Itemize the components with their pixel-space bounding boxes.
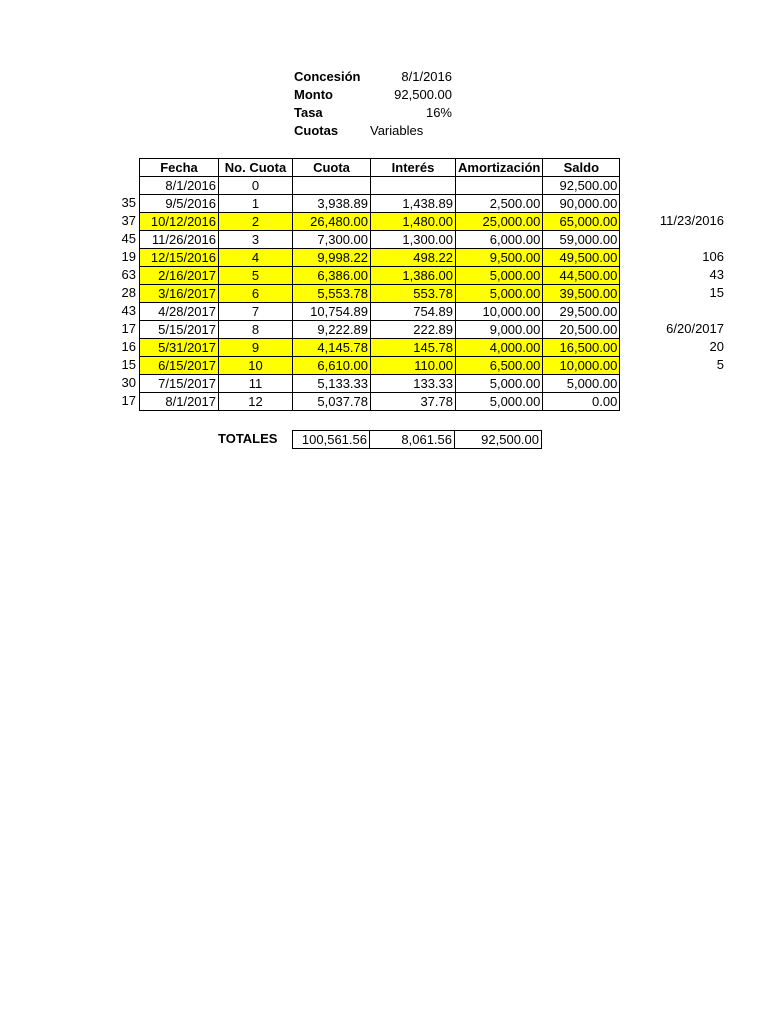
cell-cuota: 9,998.22: [293, 249, 371, 267]
col-header-saldo: Saldo: [543, 159, 620, 177]
cell-cuota: 6,386.00: [293, 267, 371, 285]
total-cuota: 100,561.56: [293, 431, 370, 449]
row-left-note: 63: [121, 267, 136, 282]
cell-no-cuota: 12: [219, 393, 293, 411]
cell-amortizacion: 5,000.00: [456, 267, 543, 285]
cell-fecha: 6/15/2017: [140, 357, 219, 375]
cell-amortizacion: 9,000.00: [456, 321, 543, 339]
cell-fecha: 2/16/2017: [140, 267, 219, 285]
tasa-value: 16%: [425, 105, 452, 120]
row-left-note: 45: [121, 231, 136, 246]
concesion-label: Concesión: [294, 69, 361, 84]
totals-table: [292, 430, 542, 449]
cell-fecha: 10/12/2016: [140, 213, 219, 231]
cell-saldo: 92,500.00: [543, 177, 620, 195]
cell-amortizacion: 6,000.00: [456, 231, 543, 249]
cell-interes: 222.89: [371, 321, 456, 339]
cell-saldo: 10,000.00: [543, 357, 620, 375]
row-left-note: 16: [121, 339, 136, 354]
table-row: [140, 321, 620, 339]
cell-fecha: 5/31/2017: [140, 339, 219, 357]
row-right-note: 11/23/2016: [659, 213, 724, 228]
cell-interes: [371, 177, 456, 195]
cell-fecha: 11/26/2016: [140, 231, 219, 249]
cuotas-value: Variables: [370, 123, 424, 138]
cell-amortizacion: [456, 177, 543, 195]
cell-fecha: 8/1/2016: [140, 177, 219, 195]
table-row: [140, 375, 620, 393]
table-row: [140, 267, 620, 285]
table-row: [140, 213, 620, 231]
col-header-cuota: Cuota: [293, 159, 371, 177]
table-row: [140, 393, 620, 411]
cell-amortizacion: 6,500.00: [456, 357, 543, 375]
cell-saldo: 65,000.00: [543, 213, 620, 231]
table-row: [140, 303, 620, 321]
cell-fecha: 5/15/2017: [140, 321, 219, 339]
cell-interes: 133.33: [371, 375, 456, 393]
row-right-note: 5: [716, 357, 724, 372]
cell-saldo: 59,000.00: [543, 231, 620, 249]
cell-cuota: 3,938.89: [293, 195, 371, 213]
table-header-row: [140, 159, 620, 177]
table-row: [140, 177, 620, 195]
row-left-note: 17: [121, 393, 136, 408]
cell-no-cuota: 2: [219, 213, 293, 231]
table-row: [140, 195, 620, 213]
row-left-note: 35: [121, 195, 136, 210]
row-left-note: 43: [121, 303, 136, 318]
row-right-note: 15: [709, 285, 724, 300]
cell-fecha: 12/15/2016: [140, 249, 219, 267]
tasa-label: Tasa: [294, 105, 323, 120]
cell-saldo: 49,500.00: [543, 249, 620, 267]
col-header-no-cuota: No. Cuota: [219, 159, 293, 177]
table-row: [140, 357, 620, 375]
cell-interes: 498.22: [371, 249, 456, 267]
cell-saldo: 29,500.00: [543, 303, 620, 321]
cell-cuota: 5,037.78: [293, 393, 371, 411]
cell-amortizacion: 5,000.00: [456, 375, 543, 393]
cell-cuota: 9,222.89: [293, 321, 371, 339]
cell-no-cuota: 9: [219, 339, 293, 357]
row-left-note: 19: [121, 249, 136, 264]
row-left-note: 17: [121, 321, 136, 336]
cell-interes: 1,300.00: [371, 231, 456, 249]
totals-label: TOTALES: [218, 431, 278, 446]
cell-saldo: 5,000.00: [543, 375, 620, 393]
cell-interes: 1,480.00: [371, 213, 456, 231]
table-row: [140, 339, 620, 357]
table-row: [140, 249, 620, 267]
cell-interes: 553.78: [371, 285, 456, 303]
cuotas-label: Cuotas: [294, 123, 339, 138]
cell-no-cuota: 1: [219, 195, 293, 213]
cell-cuota: 5,133.33: [293, 375, 371, 393]
cell-fecha: 8/1/2017: [140, 393, 219, 411]
col-header-amortizacion: Amortización: [456, 159, 543, 177]
cell-no-cuota: 10: [219, 357, 293, 375]
cell-fecha: 3/16/2017: [140, 285, 219, 303]
cell-saldo: 16,500.00: [543, 339, 620, 357]
cell-no-cuota: 8: [219, 321, 293, 339]
monto-label: Monto: [294, 87, 333, 102]
cell-amortizacion: 5,000.00: [456, 393, 543, 411]
col-header-interes: Interés: [371, 159, 456, 177]
cell-no-cuota: 11: [219, 375, 293, 393]
total-interes: 8,061.56: [370, 431, 455, 449]
cell-interes: 1,386.00: [371, 267, 456, 285]
cell-amortizacion: 9,500.00: [456, 249, 543, 267]
cell-amortizacion: 5,000.00: [456, 285, 543, 303]
cell-no-cuota: 4: [219, 249, 293, 267]
row-right-note: 20: [709, 339, 724, 354]
cell-no-cuota: 6: [219, 285, 293, 303]
row-right-note: 6/20/2017: [666, 321, 724, 336]
cell-fecha: 9/5/2016: [140, 195, 219, 213]
cell-amortizacion: 2,500.00: [456, 195, 543, 213]
cell-interes: 1,438.89: [371, 195, 456, 213]
cell-amortizacion: 10,000.00: [456, 303, 543, 321]
row-left-note: 37: [121, 213, 136, 228]
amortization-table: [139, 158, 620, 411]
cell-no-cuota: 5: [219, 267, 293, 285]
row-right-note: 106: [702, 249, 724, 264]
cell-saldo: 0.00: [543, 393, 620, 411]
cell-cuota: 5,553.78: [293, 285, 371, 303]
col-header-fecha: Fecha: [140, 159, 219, 177]
table-row: [140, 231, 620, 249]
cell-cuota: 6,610.00: [293, 357, 371, 375]
cell-cuota: 10,754.89: [293, 303, 371, 321]
row-left-note: 30: [121, 375, 136, 390]
table-row: [140, 285, 620, 303]
cell-no-cuota: 3: [219, 231, 293, 249]
cell-saldo: 44,500.00: [543, 267, 620, 285]
cell-fecha: 7/15/2017: [140, 375, 219, 393]
cell-no-cuota: 7: [219, 303, 293, 321]
total-amortizacion: 92,500.00: [455, 431, 542, 449]
row-left-note: 15: [121, 357, 136, 372]
row-left-note: 28: [121, 285, 136, 300]
monto-value: 92,500.00: [394, 87, 452, 102]
cell-amortizacion: 4,000.00: [456, 339, 543, 357]
cell-cuota: [293, 177, 371, 195]
cell-cuota: 7,300.00: [293, 231, 371, 249]
concesion-value: 8/1/2016: [401, 69, 452, 84]
cell-saldo: 90,000.00: [543, 195, 620, 213]
cell-interes: 145.78: [371, 339, 456, 357]
cell-cuota: 26,480.00: [293, 213, 371, 231]
cell-saldo: 39,500.00: [543, 285, 620, 303]
cell-amortizacion: 25,000.00: [456, 213, 543, 231]
row-right-note: 43: [709, 267, 724, 282]
cell-cuota: 4,145.78: [293, 339, 371, 357]
totals-row: [293, 431, 542, 449]
cell-interes: 110.00: [371, 357, 456, 375]
cell-interes: 37.78: [371, 393, 456, 411]
cell-interes: 754.89: [371, 303, 456, 321]
cell-no-cuota: 0: [219, 177, 293, 195]
cell-saldo: 20,500.00: [543, 321, 620, 339]
cell-fecha: 4/28/2017: [140, 303, 219, 321]
